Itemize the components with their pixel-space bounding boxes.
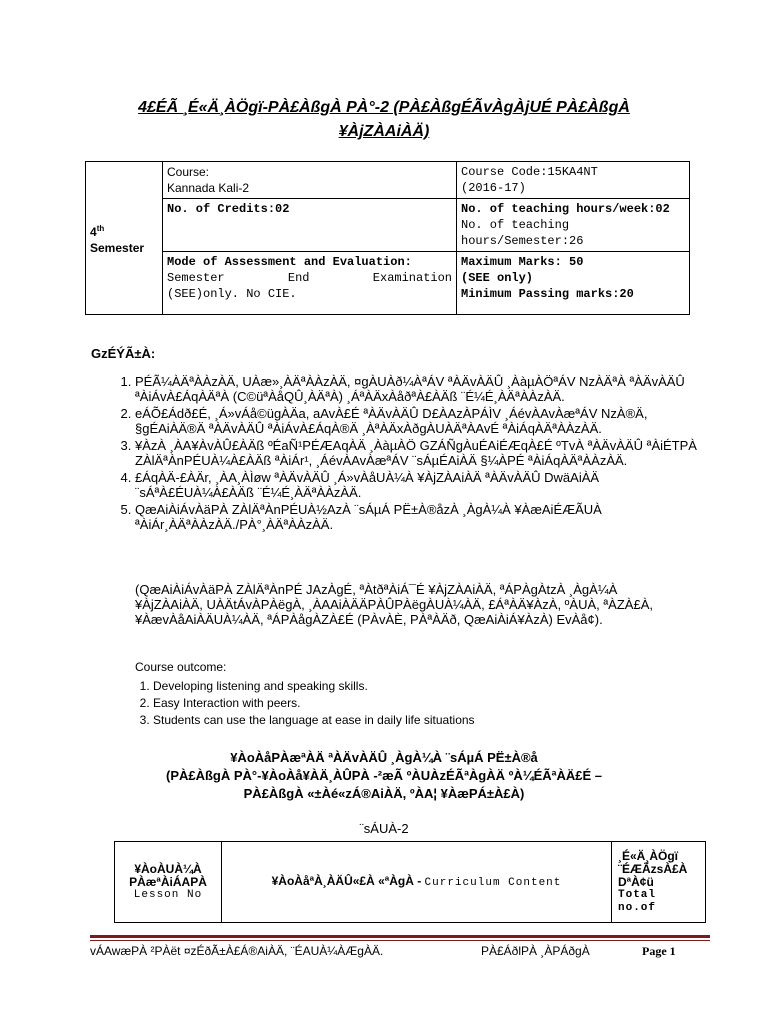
page-number: Page 1 — [642, 944, 676, 958]
course-name-cell — [163, 162, 457, 199]
lesson-no-header — [115, 842, 222, 923]
assessment-text: Semester End Examination — [167, 271, 452, 285]
assessment-cell — [163, 252, 457, 315]
footer-department: vÁAwæPÀ ²PÀët ¤zÉðÃ±À£Á®AiÀÄ, ¨ÉAUÀ¼ÀÆgÀÄ. — [90, 944, 384, 958]
lessons-table — [114, 841, 706, 923]
course-code-cell — [457, 162, 690, 199]
course-year: (2016-17) — [461, 181, 526, 195]
footer-government: PÀ£ÁðlPÀ ¸ÀPÁðgÀ — [481, 944, 590, 958]
curriculum-en: Curriculum Content — [424, 876, 562, 889]
teaching-hours-cell — [457, 199, 690, 252]
title-line-1: 4£ÉÃ ¸É«Ä¸ÀÖgï-PÀ£ÀßgÀ PÀ°-2 (PÀ£ÀßgÉÃvÀgÀjUÉ PÀ£ÀßgÀ — [138, 99, 630, 116]
marks-cell — [457, 252, 690, 315]
objectives-list — [113, 374, 700, 534]
assessment-label: Mode of Assessment and Evaluation: — [167, 255, 412, 269]
assessment-text-2: (SEE)only. No CIE. — [167, 287, 297, 301]
objective-item: 4. £ÁqÀÄ-£ÀÄr, ¸ÀA¸ÀÌøw ªÀÄvÀÄÛ ¸Á»vÀåUÀ¼À ¥ÀjZÀAiÀÄ ªÀÄvÀÄÛ DwäAiÀÄ ¨sÁªÀ£ÉUÀ¼À£ÀÄß ¨É¼É¸ÀÄªÀÀzÀÄ. — [135, 470, 700, 500]
course-outcome-item: 2. Easy Interaction with peers. — [153, 695, 475, 712]
curriculum-kn: ¥ÀoÀåªÀ¸ÀÄÛ«£À «ªÀgÀ - — [271, 873, 422, 888]
total-hours-header — [612, 842, 706, 923]
total-hours-en-1: Total — [618, 888, 657, 901]
curriculum-header — [222, 842, 612, 923]
lesson-no-en: Lesson No — [133, 888, 203, 901]
total-hours-kn-3: DªÀ¢ü — [618, 874, 654, 889]
semester-suffix: th — [96, 223, 105, 233]
course-outcome-list — [140, 678, 475, 729]
footer-rule-thick — [90, 935, 710, 938]
footer-rule-thin — [90, 940, 710, 941]
objectives-heading: GzÉÝÃ±À: — [91, 346, 156, 361]
course-outcome-item: 1. Developing listening and speaking skills. — [153, 678, 475, 695]
total-hours-en-2: no.of — [618, 901, 657, 914]
course-label: Course: — [167, 165, 210, 179]
semester-word: Semester — [90, 240, 145, 255]
objective-item: 2. eÁÕ£Ádð£É, ¸Á»vÁå©ügÀÄa, aAvÀ£É ªÀÄvÀÄÛ D£ÀAzÀPÁÌV ¸ÁévÀAvÀæªÁV NzÀ®Ä, §gÉAiÀÄ®Ä ªÀÄvÀÄÛ ªÀiÁvÀ£ÁqÀ®Ä ¸ÀªÀÄxÀðgÀUÀÄªÀAvÉ ªÀiÁqÀÄªÀÀzÀÄ. — [135, 406, 700, 436]
syllabus-heading-line-3: PÀ£ÀßgÀ «±Àé«zÁ®AiÀÄ, ºÀA¦ ¥ÀæPÁ±À£À) — [243, 786, 525, 801]
total-hours-kn-1: ¸É«Ä¸ÀÖgï — [618, 848, 678, 863]
course-outcome-item: 3. Students can use the language at ease in daily life situations — [153, 712, 475, 729]
objective-item: 3. ¥ÀzÀ ¸ÀA¥ÀvÀÛ£ÀÄß ºÉaÑ¹PÉÆAqÀÄ ¸ÀàµÀÖ GZÁÑgÀuÉAiÉÆqÀ£É ºTvÀ ªÀÄvÀÄÛ ªÀiÉTPÀ ZÀlÄªÀnPÉUÀ¼À£ÀÄß ªÀiÁr¹, ¸ÁévÀAvÀæªÁV ¨sÁµÉAiÀÄ §¼ÀPÉ ªÀiÁqÀÄªÀÀzÀÄ. — [135, 438, 700, 468]
credits: No. of Credits:02 — [167, 202, 290, 216]
total-hours-kn-2: ¨ÉÆÃzsÀ£À — [618, 861, 688, 876]
see-only: (SEE only) — [461, 271, 534, 285]
course-code: Course Code:15KA4NT — [461, 165, 598, 179]
syllabus-heading-line-1: ¥ÀoÀåPÀæªÀÄ ªÀÄvÀÄÛ ¸ÀgÀ¼À ¨sÁµÁ PË±À®å — [230, 750, 538, 765]
unit-heading: ¨sÁUÀ-2 — [359, 821, 409, 836]
course-outcome-heading: Course outcome: — [135, 660, 227, 674]
max-marks: Maximum Marks: 50 — [461, 255, 584, 269]
document-title — [0, 96, 768, 144]
course-info-table — [85, 161, 690, 315]
lesson-no-kn-2: PÀæªÀiÁAPÀ — [129, 874, 207, 889]
lesson-no-kn-1: ¥ÀoÀUÀ¼À — [134, 861, 202, 876]
credits-cell — [163, 199, 457, 252]
min-passing-marks: Minimum Passing marks:20 — [461, 287, 634, 301]
objectives-note: (QæAiÀiÁvÀäPÀ ZÀlÄªÀnPÉ JAzÀgÉ, ªÀtðªÀiÁ¯É ¥ÀjZÀAiÀÄ, ªÁPÀgÀtzÀ ¸ÀgÀ¼À ¥ÀjZÀAiÀÄ, UÀÄtÁvÀPÀëgÀ, ¸ÀAAiÀÄÄPÀÛPÀëgÀUÀ¼ÀÄ, £ÁªÀÄ¥ÀzÀ, ºÀUÀ, ªÀZÀ£À, ¥ÀævÀåAiÀÄUÀ¼ÀÄ, ªÁPÀågÀZÀ£É (PÀvÀÈ, PÀªÀÄð, QæAiÀiÁ¥ÀzÀ) EvÀå¢). — [135, 582, 653, 627]
title-line-2: ¥ÀjZÀAiÀÄ) — [338, 123, 430, 140]
course-name: Kannada Kali-2 — [167, 181, 250, 195]
objective-item: 1. PÉÃ¼ÀÄªÀÀzÀÄ, UÀæ»¸ÀÄªÀÀzÀÄ, ¤gÀUÀð¼ÀªÁV ªÀÄvÀÄÛ ¸ÀàµÀÖªÁV NzÀÄªÀ ªÀÄvÀÄÛ ªÀiÁvÀ£ÁqÀÄªÀ (C©üªÀåQÛ¸ÀÄªÀ) ¸ÁªÀÄxÀåðªÀ£ÀÄß ¨É¼É¸ÀÄªÀÀzÀÄ. — [135, 374, 700, 404]
semester-number: 4 — [90, 224, 97, 239]
teaching-hours-week: No. of teaching hours/week:02 — [461, 202, 670, 216]
teaching-hours-semester: No. of teaching hours/Semester:26 — [461, 218, 584, 248]
objective-item: 5. QæAiÀiÁvÀäPÀ ZÀlÄªÀnPÉUÀ½AzÀ ¨sÁµÁ PË±À®åzÀ ¸ÀgÀ¼À ¥ÀæAiÉÆÃUÀ ªÀiÁr¸ÀÄªÀÀzÀÄ./PÀ°¸ÀÄªÀÀzÀÄ. — [135, 502, 700, 532]
syllabus-heading-line-2: (PÀ£ÀßgÀ PÀ°-¥ÀoÀå¥ÀÄ¸ÀÛPÀ -²æÃ ºÀUÀzÉÃªÀgÀÄ ºÀ¼ÉÃªÀÄ£É – — [165, 768, 603, 783]
semester-cell — [86, 162, 163, 315]
